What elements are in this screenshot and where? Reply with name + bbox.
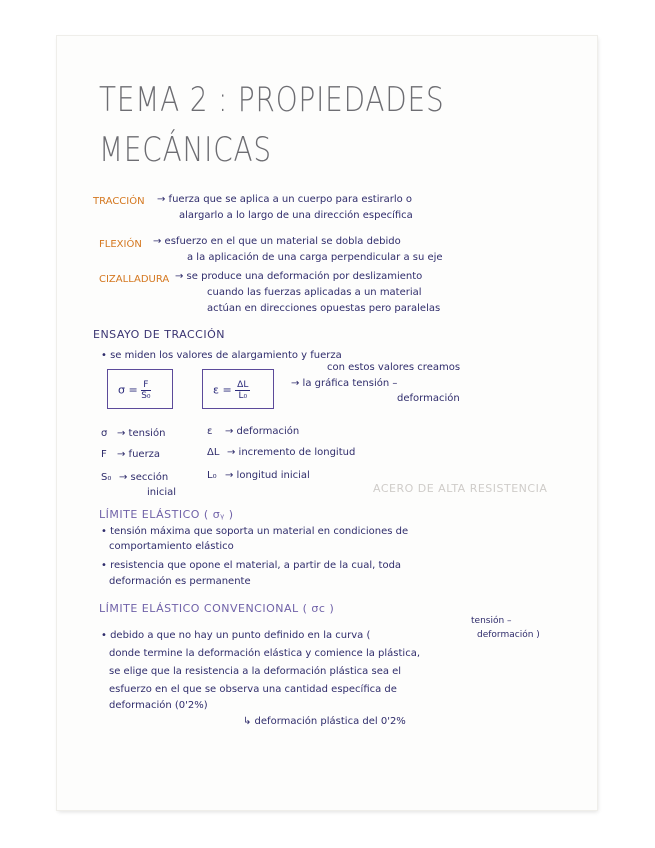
- ensayo-bullet: • se miden los valores de alargamiento y fuerza: [101, 350, 342, 361]
- annotation-line-1: tensión –: [471, 616, 512, 626]
- fraction: [235, 380, 250, 401]
- definition-line: → se produce una deformación por deslizamiento: [175, 271, 423, 282]
- fraction-denominator: S₀: [141, 391, 151, 401]
- definition-line: alargarlo a lo largo de una dirección específica: [179, 210, 413, 221]
- legend-symbol: ΔL: [207, 447, 220, 458]
- formula-box-strain: [202, 369, 274, 409]
- definition-line: a la aplicación de una carga perpendicular a su eje: [187, 252, 443, 263]
- ensayo-note-line-1: con estos valores creamos: [327, 362, 461, 373]
- legend-symbol: S₀: [101, 472, 112, 483]
- ensayo-note-line-2: → la gráfica tensión –: [291, 378, 398, 389]
- notebook-page: [57, 36, 597, 810]
- legend-description: → sección: [119, 472, 169, 483]
- definition-line: cuando las fuerzas aplicadas a un material: [207, 287, 422, 298]
- section-heading-limite-convencional: LÍMITE ELÁSTICO CONVENCIONAL ( σc ): [99, 602, 335, 615]
- definition-line: actúan en direcciones opuestas pero paralelas: [207, 303, 441, 314]
- ensayo-note-line-3: deformación: [397, 393, 460, 404]
- convencional-line: esfuerzo en el que se observa una cantidad específica de: [109, 684, 397, 695]
- legend-description: → fuerza: [117, 449, 161, 460]
- limite-bullet-line: deformación es permanente: [109, 576, 251, 587]
- legend-description: → tensión: [117, 428, 166, 439]
- formula-lhs: σ =: [118, 383, 138, 397]
- fraction-numerator: F: [141, 380, 150, 391]
- legend-symbol: σ: [101, 428, 108, 439]
- definition-line: → esfuerzo en el que un material se dobla debido: [153, 236, 401, 247]
- term-cizalladura: CIZALLADURA: [99, 274, 170, 285]
- formula-box-stress: [107, 369, 173, 409]
- legend-description: → deformación: [225, 426, 300, 437]
- page-title-line-1: TEMA 2 : PROPIEDADES: [99, 80, 445, 120]
- convencional-footnote: ↳ deformación plástica del 0'2%: [243, 716, 406, 727]
- convencional-line: • debido a que no hay un punto definido en la curva (: [101, 630, 371, 641]
- limite-bullet-line: • resistencia que opone el material, a partir de la cual, toda: [101, 560, 402, 571]
- section-heading-ensayo: ENSAYO DE TRACCIÓN: [93, 328, 225, 341]
- page-title-line-2: MECÁNICAS: [99, 130, 272, 170]
- legend-symbol: ε: [207, 426, 213, 437]
- formula-lhs: ε =: [213, 383, 232, 397]
- legend-description-cont: inicial: [147, 487, 177, 498]
- legend-description: → incremento de longitud: [227, 447, 356, 458]
- fraction-denominator: L₀: [238, 391, 248, 401]
- section-heading-limite-elastico: LÍMITE ELÁSTICO ( σᵧ ): [99, 508, 234, 521]
- fraction-numerator: ΔL: [237, 380, 249, 390]
- legend-description: → longitud inicial: [225, 470, 310, 481]
- convencional-line: donde termine la deformación elástica y comience la plástica,: [109, 648, 420, 659]
- term-traccion: TRACCIÓN: [93, 196, 145, 207]
- convencional-line: deformación (0'2%): [109, 700, 208, 711]
- legend-symbol: F: [101, 449, 107, 460]
- legend-symbol: L₀: [207, 470, 217, 481]
- definition-line: → fuerza que se aplica a un cuerpo para estirarlo o: [157, 194, 413, 205]
- annotation-line-2: deformación ): [477, 630, 540, 640]
- limite-bullet-line: comportamiento elástico: [109, 541, 234, 552]
- show-through-text: ACERO DE ALTA RESISTENCIA: [373, 482, 548, 495]
- fraction: [141, 380, 150, 401]
- limite-bullet-line: • tensión máxima que soporta un material en condiciones de: [101, 526, 409, 537]
- convencional-line: se elige que la resistencia a la deformación plástica sea el: [109, 666, 402, 677]
- term-flexion: FLEXIÓN: [99, 239, 142, 250]
